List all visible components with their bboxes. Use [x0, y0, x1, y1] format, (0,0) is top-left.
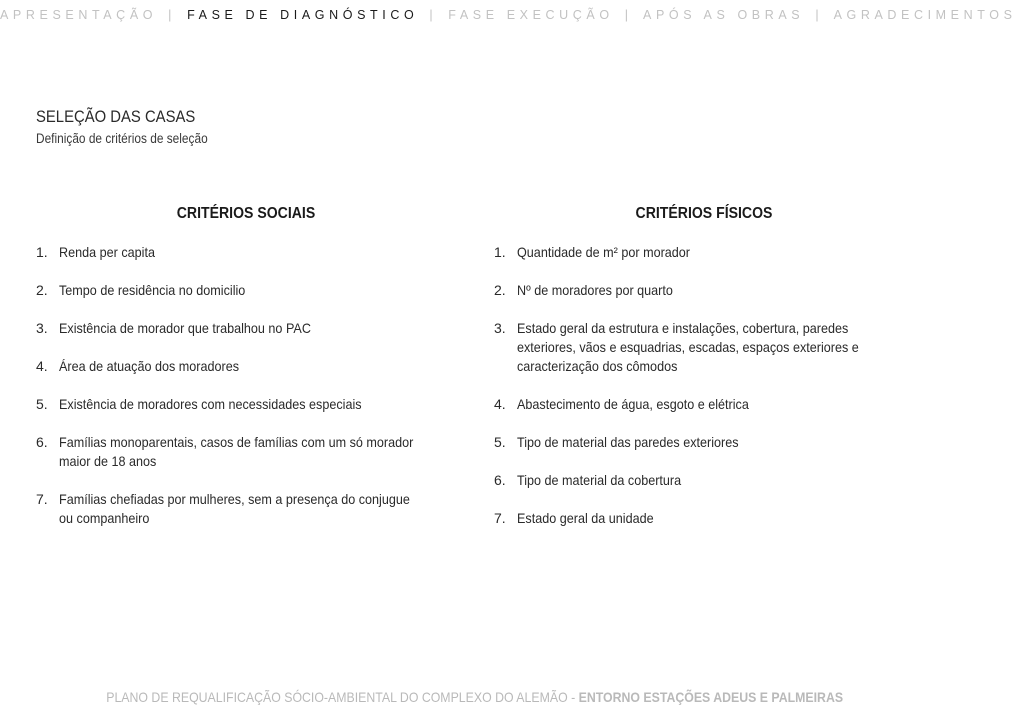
footer-inner: [107, 689, 844, 705]
physical-criteria-column: [494, 205, 914, 547]
page-footer: [0, 689, 950, 705]
item-number: 5.: [494, 434, 506, 450]
nav-item-fase-execucao[interactable]: FASE EXECUÇÃO: [448, 8, 614, 22]
item-text: Tempo de residência no domicilio: [59, 282, 246, 298]
item-text: Abastecimento de água, esgoto e elétrica: [517, 396, 749, 412]
list-item: [36, 243, 456, 262]
nav-separator: |: [815, 8, 824, 22]
nav-item-agradecimentos[interactable]: AGRADECIMENTOS: [833, 8, 1017, 22]
item-text: Tipo de material das paredes exteriores: [517, 434, 739, 450]
list-item: [494, 395, 914, 414]
nav-separator: |: [624, 8, 633, 22]
item-text: Estado geral da unidade: [517, 510, 654, 526]
list-item: [36, 395, 456, 414]
item-number: 5.: [36, 396, 48, 412]
item-number: 3.: [36, 320, 48, 336]
list-item: [494, 471, 914, 490]
item-text: Famílias chefiadas por mulheres, sem a presença do conjugue ou companheiro: [59, 491, 410, 526]
footer-highlight: ENTORNO ESTAÇÕES ADEUS E PALMEIRAS: [578, 689, 844, 705]
top-navigation: [0, 8, 1017, 22]
section-title: SELEÇÃO DAS CASAS: [36, 108, 196, 126]
list-item: [36, 490, 456, 528]
item-text: Área de atuação dos moradores: [59, 358, 240, 374]
item-text: Estado geral da estrutura e instalações, cobertura, paredes exteriores, vãos e esquadrias, escadas, espaços exteriores e caracterização dos cômodos: [517, 320, 859, 374]
item-number: 4.: [494, 396, 506, 412]
item-text: Renda per capita: [59, 244, 155, 260]
nav-separator: |: [168, 8, 177, 22]
footer-text: PLANO DE REQUALIFICAÇÃO SÓCIO-AMBIENTAL DO COMPLEXO DO ALEMÃO -: [106, 689, 579, 705]
item-number: 4.: [36, 358, 48, 374]
list-item: [36, 433, 456, 471]
social-criteria-list: [36, 243, 456, 528]
item-text: Tipo de material da cobertura: [517, 472, 682, 488]
list-item: [36, 319, 456, 338]
list-item: [494, 319, 914, 376]
item-text: Famílias monoparentais, casos de famílias com um só morador maior de 18 anos: [59, 434, 414, 469]
list-item: [36, 281, 456, 300]
nav-item-fase-diagnostico[interactable]: FASE DE DIAGNÓSTICO: [187, 8, 419, 22]
physical-criteria-list: [494, 243, 914, 528]
item-text: Quantidade de m² por morador: [517, 244, 690, 260]
item-number: 3.: [494, 320, 506, 336]
section-subtitle: Definição de critérios de seleção: [36, 131, 208, 146]
nav-item-apos-as-obras[interactable]: APÓS AS OBRAS: [643, 8, 805, 22]
list-item: [494, 433, 914, 452]
item-text: Existência de moradores com necessidades especiais: [59, 396, 362, 412]
nav-separator: |: [429, 8, 438, 22]
nav-item-apresentacao[interactable]: APRESENTAÇÃO: [0, 8, 158, 22]
list-item: [494, 509, 914, 528]
item-text: Existência de morador que trabalhou no PAC: [59, 320, 311, 336]
social-criteria-heading: CRITÉRIOS SOCIAIS: [176, 205, 316, 222]
physical-criteria-heading: CRITÉRIOS FÍSICOS: [635, 205, 773, 222]
item-number: 2.: [494, 282, 506, 298]
social-criteria-column: [36, 205, 456, 547]
list-item: [36, 357, 456, 376]
list-item: [494, 281, 914, 300]
item-text: Nº de moradores por quarto: [517, 282, 673, 298]
item-number: 7.: [36, 491, 48, 507]
item-number: 6.: [36, 434, 48, 450]
item-number: 2.: [36, 282, 48, 298]
item-number: 6.: [494, 472, 506, 488]
item-number: 7.: [494, 510, 506, 526]
list-item: [494, 243, 914, 262]
item-number: 1.: [494, 244, 506, 260]
item-number: 1.: [36, 244, 48, 260]
